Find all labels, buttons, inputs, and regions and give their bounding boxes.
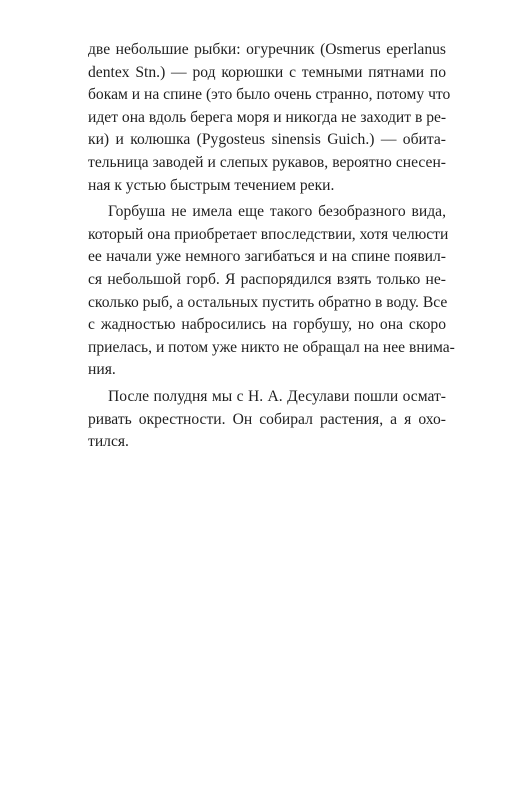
text-line: тельница заводей и слепых рукавов, вероятно снесен- <box>88 153 446 171</box>
text-line: ки) и колюшка (Pygosteus sinensis Guich.) — обита- <box>88 131 446 149</box>
text-line: После полудня мы с Н. А. Десулави пошли осмат- <box>108 387 446 405</box>
text-line: тился. <box>88 433 129 451</box>
text-line: ния. <box>88 361 116 379</box>
text-line: ся небольшой горб. Я распорядился взять только не- <box>88 270 446 288</box>
text-line: ная к устью быстрым течением реки. <box>88 176 335 194</box>
page-text <box>88 39 455 458</box>
text-line: dentex Stn.) — род корюшки с темными пятнами по <box>88 63 446 81</box>
text-line: приелась, и потом уже никто не обращал на нее внима- <box>88 338 455 356</box>
text-line: бокам и на спине (это было очень странно, потому что <box>88 86 451 104</box>
paragraph-3 <box>88 386 446 454</box>
text-line: ривать окрестности. Он собирал растения, а я охо- <box>88 410 446 428</box>
text-line: ее начали уже немного загибаться и на спине появил- <box>88 248 446 266</box>
text-line: Горбуша не имела еще такого безобразного вида, <box>108 203 446 221</box>
paragraph-1 <box>88 39 451 197</box>
paragraph-2 <box>88 201 455 382</box>
text-line: две небольшие рыбки: огуречник (Osmerus eperlanus <box>88 41 446 58</box>
text-line: идет она вдоль берега моря и никогда не заходит в ре- <box>88 108 447 126</box>
text-line: который она приобретает впоследствии, хотя челюсти <box>88 225 449 243</box>
text-line: с жадностью набросились на горбушу, но она скоро <box>88 316 446 334</box>
text-line: сколько рыб, а остальных пустить обратно в воду. Все <box>88 293 448 311</box>
